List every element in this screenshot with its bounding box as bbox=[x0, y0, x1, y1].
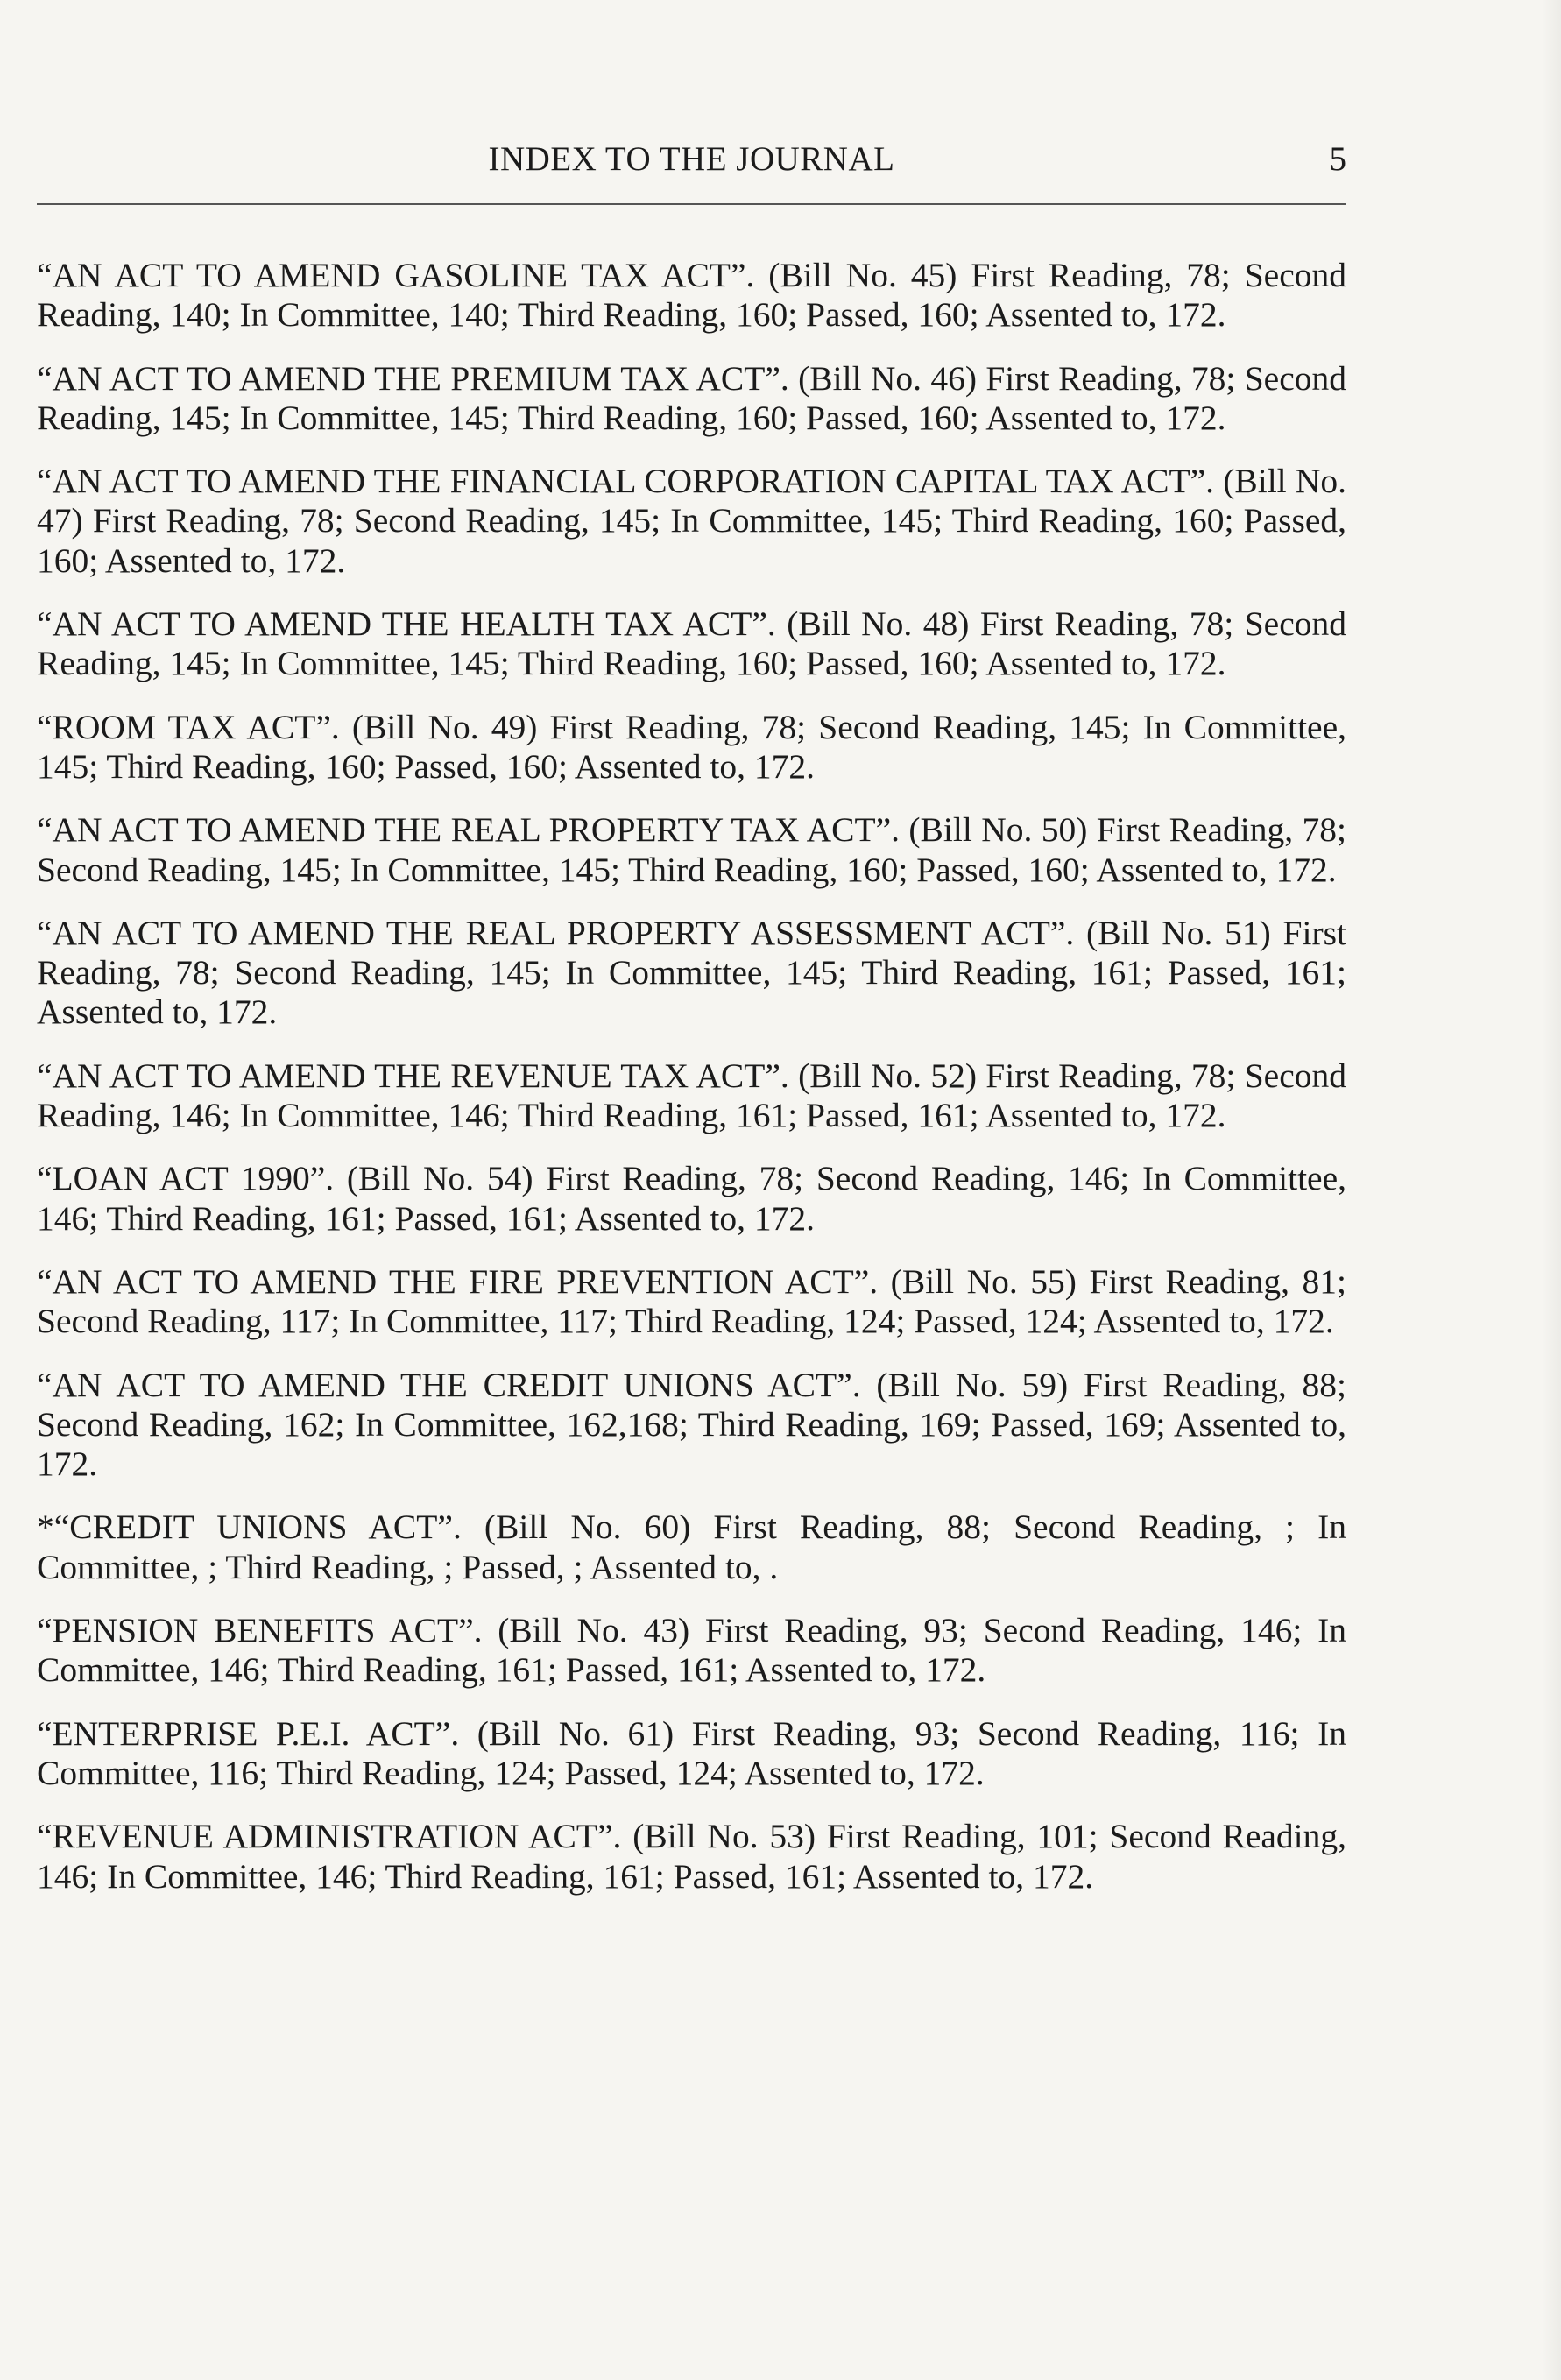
index-entry: “AN ACT TO AMEND THE PREMIUM TAX ACT”. (Bill No. 46) First Reading, 78; Second Reading, 145; In Committee, 145; Third Reading, 160; Passed, 160; Assented to, 172. bbox=[37, 358, 1346, 437]
index-entry: “AN ACT TO AMEND THE CREDIT UNIONS ACT”. (Bill No. 59) First Reading, 88; Second Reading, 162; In Committee, 162,168; Third Reading, 169; Passed, 169; Assented to, 172. bbox=[37, 1365, 1346, 1484]
index-entry: “AN ACT TO AMEND THE REAL PROPERTY ASSESSMENT ACT”. (Bill No. 51) First Reading, 78; Second Reading, 145; In Committee, 145; Third Reading, 161; Passed, 161; Assented to, 172. bbox=[37, 913, 1346, 1032]
index-entry: “AN ACT TO AMEND THE REAL PROPERTY TAX ACT”. (Bill No. 50) First Reading, 78; Second Reading, 145; In Committee, 145; Third Reading, 160; Passed, 160; Assented to, 172. bbox=[37, 810, 1346, 889]
page-title: INDEX TO THE JOURNAL bbox=[488, 140, 895, 178]
index-entry: “LOAN ACT 1990”. (Bill No. 54) First Reading, 78; Second Reading, 146; In Committee, 146; Third Reading, 161; Passed, 161; Assented to, 172. bbox=[37, 1159, 1346, 1238]
index-entries bbox=[37, 256, 1346, 1920]
index-entry: “ROOM TAX ACT”. (Bill No. 49) First Reading, 78; Second Reading, 145; In Committee, 145; Third Reading, 160; Passed, 160; Assented to, 172. bbox=[37, 707, 1346, 786]
page-edge-shadow bbox=[1542, 0, 1561, 2380]
index-entry: “PENSION BENEFITS ACT”. (Bill No. 43) First Reading, 93; Second Reading, 146; In Committee, 146; Third Reading, 161; Passed, 161; Assented to, 172. bbox=[37, 1611, 1346, 1690]
index-entry: *“CREDIT UNIONS ACT”. (Bill No. 60) First Reading, 88; Second Reading, ; In Committee, ; Third Reading, ; Passed, ; Assented to, . bbox=[37, 1508, 1346, 1586]
index-entry: “AN ACT TO AMEND THE HEALTH TAX ACT”. (Bill No. 48) First Reading, 78; Second Reading, 145; In Committee, 145; Third Reading, 160; Passed, 160; Assented to, 172. bbox=[37, 604, 1346, 683]
page-header bbox=[37, 137, 1346, 182]
header-divider bbox=[37, 203, 1346, 205]
index-entry: “REVENUE ADMINISTRATION ACT”. (Bill No. 53) First Reading, 101; Second Reading, 146; In Committee, 146; Third Reading, 161; Passed, 161; Assented to, 172. bbox=[37, 1817, 1346, 1896]
index-entry: “AN ACT TO AMEND THE FIRE PREVENTION ACT”. (Bill No. 55) First Reading, 81; Second Reading, 117; In Committee, 117; Third Reading, 124; Passed, 124; Assented to, 172. bbox=[37, 1261, 1346, 1341]
index-entry: “AN ACT TO AMEND GASOLINE TAX ACT”. (Bill No. 45) First Reading, 78; Second Reading, 140; In Committee, 140; Third Reading, 160; Passed, 160; Assented to, 172. bbox=[37, 256, 1346, 335]
index-entry: “ENTERPRISE P.E.I. ACT”. (Bill No. 61) First Reading, 93; Second Reading, 116; In Committee, 116; Third Reading, 124; Passed, 124; Assented to, 172. bbox=[37, 1713, 1346, 1792]
index-entry: “AN ACT TO AMEND THE FINANCIAL CORPORATION CAPITAL TAX ACT”. (Bill No. 47) First Reading, 78; Second Reading, 145; In Committee, 145; Third Reading, 160; Passed, 160; Assented to, 172. bbox=[37, 462, 1346, 580]
index-entry: “AN ACT TO AMEND THE REVENUE TAX ACT”. (Bill No. 52) First Reading, 78; Second Reading, 146; In Committee, 146; Third Reading, 161; Passed, 161; Assented to, 172. bbox=[37, 1056, 1346, 1135]
page-number: 5 bbox=[1329, 140, 1346, 178]
